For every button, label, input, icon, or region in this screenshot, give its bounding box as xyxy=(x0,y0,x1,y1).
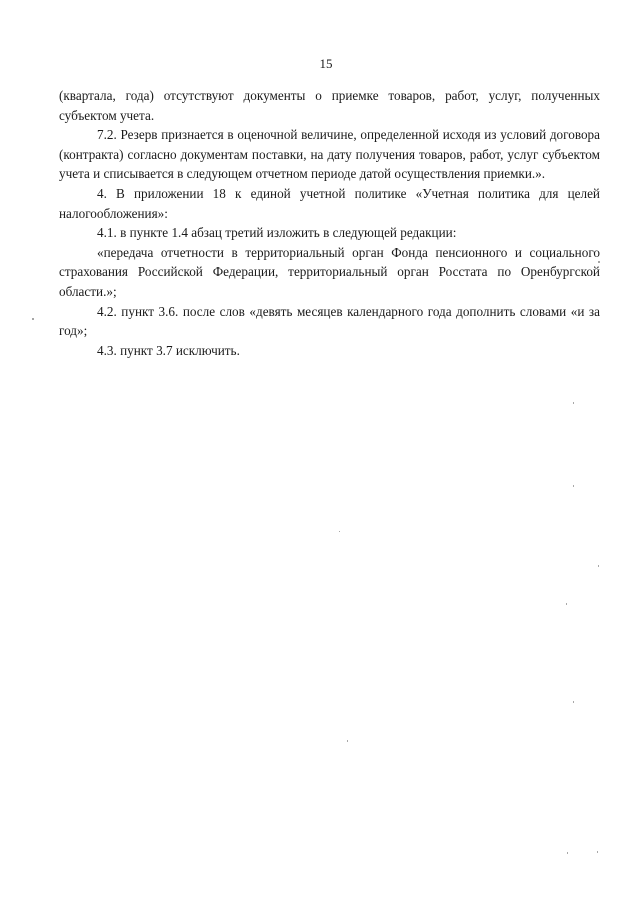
scan-speck xyxy=(339,531,340,532)
scan-speck xyxy=(598,261,600,263)
paragraph-4-3: 4.3. пункт 3.7 исключить. xyxy=(97,342,240,358)
paragraph-4-appendix-18: 4. В приложении 18 к единой учетной политике «Учетная политика для целей налогообложения»: xyxy=(59,185,600,221)
scan-speck xyxy=(573,402,574,404)
paragraph-continuation: (квартала, года) отсутствуют документы о приемке товаров, работ, услуг, полученных субъектом учета. xyxy=(59,88,600,123)
paragraph-4-2: 4.2. пункт 3.6. после слов «девять месяцев календарного года дополнить словами «и за год»; xyxy=(59,303,600,339)
scan-speck xyxy=(567,852,568,854)
scan-speck xyxy=(32,318,34,320)
scan-speck xyxy=(347,740,348,742)
page-number: 15 xyxy=(319,56,333,71)
paragraph-7-2-reserve: 7.2. Резерв признается в оценочной величине, определенной исходя из условий договора (контракта) согласно документам поставки, на дату получения товаров, работ, услуг субъектом учета и списывается в следующем отчетном периоде датой осуществления приемки.». xyxy=(59,127,600,182)
paragraph-4-1-quote: «передача отчетности в территориальный орган Фонда пенсионного и социального страхования Российской Федерации, территориальный орган Росстата по Оренбургской области.»; xyxy=(59,244,600,299)
scan-speck xyxy=(598,565,599,567)
scan-speck xyxy=(573,701,574,703)
scan-speck xyxy=(597,851,598,853)
paragraph-4-1: 4.1. в пункте 1.4 абзац третий изложить в следующей редакции: xyxy=(97,225,457,241)
scan-speck xyxy=(566,603,567,605)
document-body xyxy=(59,86,600,360)
scan-speck xyxy=(573,485,574,487)
